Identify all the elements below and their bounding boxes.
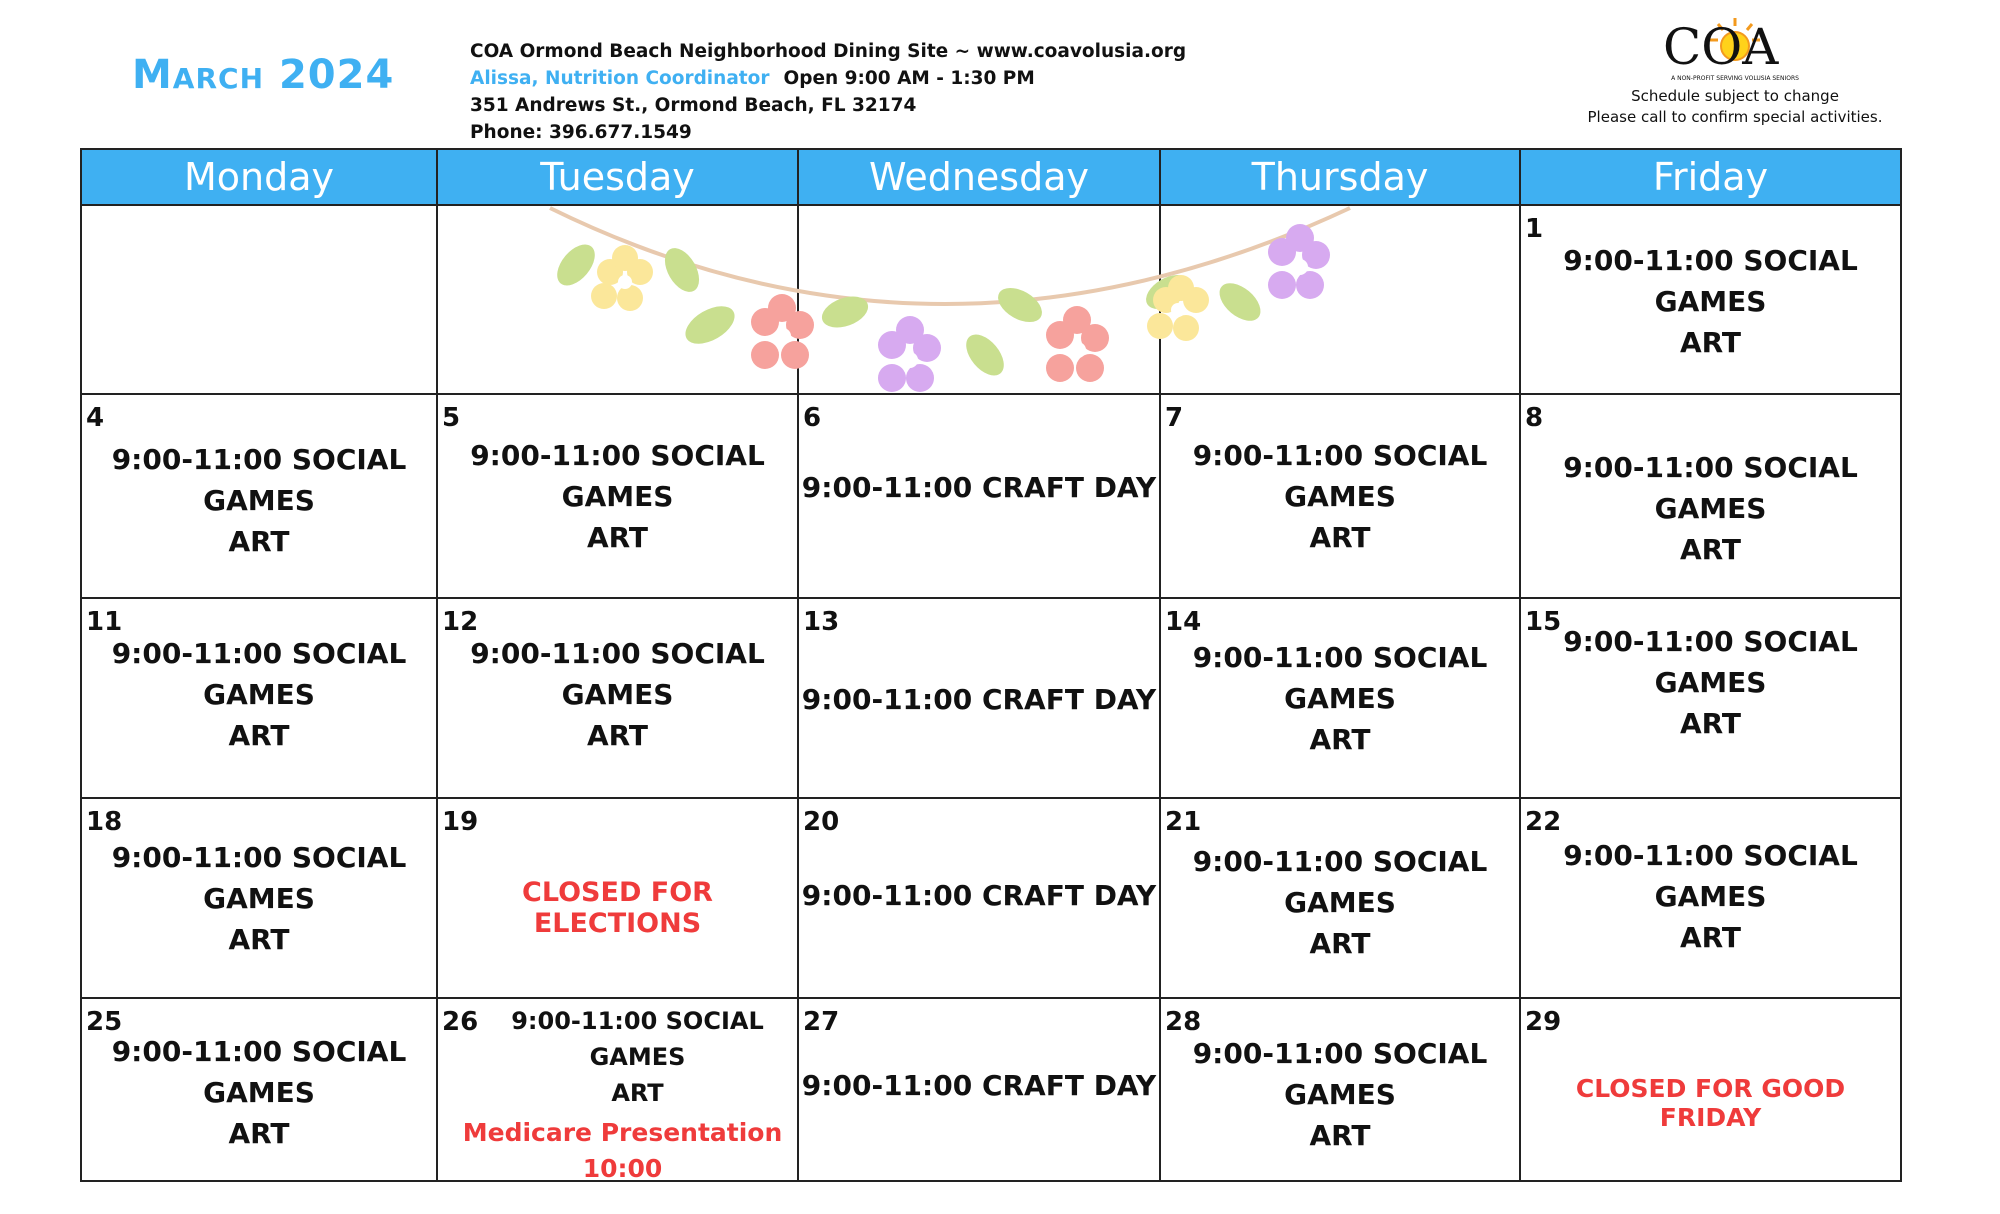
day-number: 6 (803, 403, 822, 433)
day-cell-18 (82, 799, 438, 999)
day-number: 26 (442, 1007, 479, 1037)
social-activity (438, 435, 797, 558)
day-cell-15 (1521, 599, 1902, 799)
activity-line: GAMES (561, 678, 674, 711)
craft-activity: 9:00-11:00 CRAFT DAY (801, 879, 1157, 912)
medicare-presentation (448, 1115, 797, 1187)
social-activity (1161, 841, 1519, 964)
day-header-friday: Friday (1521, 150, 1902, 206)
closed-good-friday: CLOSED FOR GOOD FRIDAY (1575, 1074, 1846, 1132)
day-number: 27 (803, 1007, 840, 1037)
activity-line: ART (1679, 707, 1742, 740)
social-activity (1161, 435, 1519, 558)
activity-line: ART (228, 1117, 290, 1150)
social-activity (1521, 447, 1900, 570)
day-number: 11 (86, 607, 123, 637)
day-cell-8 (1521, 395, 1902, 599)
schedule-note-1: Schedule subject to change (1631, 87, 1839, 105)
day-number: 4 (86, 403, 105, 433)
social-activity (82, 439, 436, 562)
day-number: 19 (442, 807, 479, 837)
day-number: 1 (1525, 214, 1544, 244)
craft-activity: 9:00-11:00 CRAFT DAY (801, 683, 1157, 716)
day-number: 8 (1525, 403, 1544, 433)
empty-cell (82, 206, 438, 395)
day-cell-13 (799, 599, 1161, 799)
coordinator-line (470, 65, 1186, 92)
social-activity (1521, 240, 1900, 363)
activity-line: 9:00-11:00 SOCIAL (1563, 244, 1858, 277)
day-number: 21 (1165, 807, 1202, 837)
activity-line: GAMES (1654, 880, 1767, 913)
activity-line: ART (228, 923, 290, 956)
activity-line: ART (1679, 921, 1742, 954)
activity-line: 9:00-11:00 SOCIAL (111, 841, 407, 874)
day-cell-12 (438, 599, 799, 799)
activity-line: ART (1679, 326, 1742, 359)
empty-cell (799, 206, 1161, 395)
social-activity (82, 1031, 436, 1154)
address: 351 Andrews St., Ormond Beach, FL 32174 (470, 95, 917, 116)
activity-line: GAMES (589, 1043, 686, 1071)
day-cell-19 (438, 799, 799, 999)
day-header-thursday: Thursday (1161, 150, 1521, 206)
empty-cell (438, 206, 799, 395)
day-number: 18 (86, 807, 123, 837)
empty-cell (1161, 206, 1521, 395)
day-cell-29 (1521, 999, 1902, 1182)
activity-line: 9:00-11:00 SOCIAL (1192, 845, 1488, 878)
activity-line: GAMES (1284, 886, 1396, 919)
day-cell-26 (438, 999, 799, 1182)
social-activity (478, 1003, 797, 1111)
day-number: 25 (86, 1007, 123, 1037)
activity-line: 9:00-11:00 SOCIAL (1192, 439, 1488, 472)
activity-line: GAMES (1284, 1078, 1396, 1111)
coa-logo-icon (1660, 14, 1810, 84)
day-number: 12 (442, 607, 479, 637)
activity-line: ART (1679, 533, 1742, 566)
activity-line: GAMES (203, 484, 315, 517)
calendar-grid (80, 148, 1902, 1182)
activity-line: 9:00-11:00 SOCIAL (111, 443, 407, 476)
day-cell-5 (438, 395, 799, 599)
activity-line: GAMES (203, 1076, 315, 1109)
day-cell-7 (1161, 395, 1521, 599)
craft-activity: 9:00-11:00 CRAFT DAY (801, 471, 1157, 504)
site-info (470, 38, 1186, 146)
activity-line: 9:00-11:00 SOCIAL (1563, 625, 1858, 658)
day-number: 7 (1165, 403, 1184, 433)
activity-line: GAMES (1284, 682, 1396, 715)
activity-line: ART (228, 719, 290, 752)
day-number: 22 (1525, 807, 1562, 837)
activity-line: 9:00-11:00 SOCIAL (470, 637, 765, 670)
day-header-wednesday: Wednesday (799, 150, 1161, 206)
schedule-note-2: Please call to confirm special activities. (1587, 108, 1883, 126)
logo-tagline: A NON-PROFIT SERVING VOLUSIA SENIORS (1671, 75, 1799, 82)
day-number: 28 (1165, 1007, 1202, 1037)
activity-line: ART (1309, 521, 1371, 554)
day-cell-20 (799, 799, 1161, 999)
social-activity (438, 633, 797, 756)
craft-activity: 9:00-11:00 CRAFT DAY (801, 1069, 1157, 1102)
phone: Phone: 396.677.1549 (470, 122, 692, 143)
medicare-title: Medicare Presentation (462, 1118, 783, 1147)
day-number: 5 (442, 403, 461, 433)
day-cell-22 (1521, 799, 1902, 999)
activity-line: GAMES (203, 882, 315, 915)
day-cell-27 (799, 999, 1161, 1182)
activity-line: 9:00-11:00 SOCIAL (111, 637, 407, 670)
day-cell-1 (1521, 206, 1902, 395)
activity-line: GAMES (1654, 666, 1767, 699)
social-activity (1521, 835, 1900, 958)
day-cell-28 (1161, 999, 1521, 1182)
site-line: COA Ormond Beach Neighborhood Dining Site ~ www.coavolusia.org (470, 41, 1187, 62)
activity-line: 9:00-11:00 SOCIAL (111, 1035, 407, 1068)
day-header-monday: Monday (82, 150, 438, 206)
day-number: 13 (803, 607, 840, 637)
activity-line: 9:00-11:00 SOCIAL (1563, 451, 1858, 484)
activity-line: ART (586, 521, 649, 554)
day-cell-21 (1161, 799, 1521, 999)
day-cell-4 (82, 395, 438, 599)
activity-line: 9:00-11:00 SOCIAL (1192, 641, 1488, 674)
closed-elections: CLOSED FOR ELECTIONS (522, 877, 713, 939)
social-activity (1521, 621, 1900, 744)
activity-line: GAMES (1654, 492, 1767, 525)
day-cell-14 (1161, 599, 1521, 799)
day-number: 15 (1525, 607, 1562, 637)
logo-text: COA (1663, 18, 1779, 76)
activity-line: 9:00-11:00 SOCIAL (511, 1007, 764, 1035)
activity-line: GAMES (203, 678, 315, 711)
social-activity (1161, 1033, 1519, 1156)
day-number: 20 (803, 807, 840, 837)
day-number: 29 (1525, 1007, 1562, 1037)
activity-line: GAMES (561, 480, 674, 513)
activity-line: GAMES (1654, 285, 1767, 318)
social-activity (1161, 637, 1519, 760)
schedule-note (1585, 86, 1885, 128)
social-activity (82, 837, 436, 960)
day-cell-11 (82, 599, 438, 799)
day-number: 14 (1165, 607, 1202, 637)
day-header-tuesday: Tuesday (438, 150, 799, 206)
activity-line: ART (1309, 1119, 1371, 1152)
month-title: March 2024 (132, 52, 395, 98)
day-cell-25 (82, 999, 438, 1182)
activity-line: ART (1309, 723, 1371, 756)
activity-line: 9:00-11:00 SOCIAL (470, 439, 765, 472)
coordinator: Alissa, Nutrition Coordinator (470, 68, 770, 89)
medicare-time: 10:00 (582, 1154, 663, 1183)
activity-line: ART (1309, 927, 1371, 960)
activity-line: ART (228, 525, 290, 558)
hours: Open 9:00 AM - 1:30 PM (783, 68, 1035, 89)
activity-line: 9:00-11:00 SOCIAL (1563, 839, 1858, 872)
activity-line: 9:00-11:00 SOCIAL (1192, 1037, 1488, 1070)
day-cell-6 (799, 395, 1161, 599)
activity-line: GAMES (1284, 480, 1396, 513)
social-activity (82, 633, 436, 756)
activity-line: ART (586, 719, 649, 752)
activity-line: ART (611, 1079, 664, 1107)
